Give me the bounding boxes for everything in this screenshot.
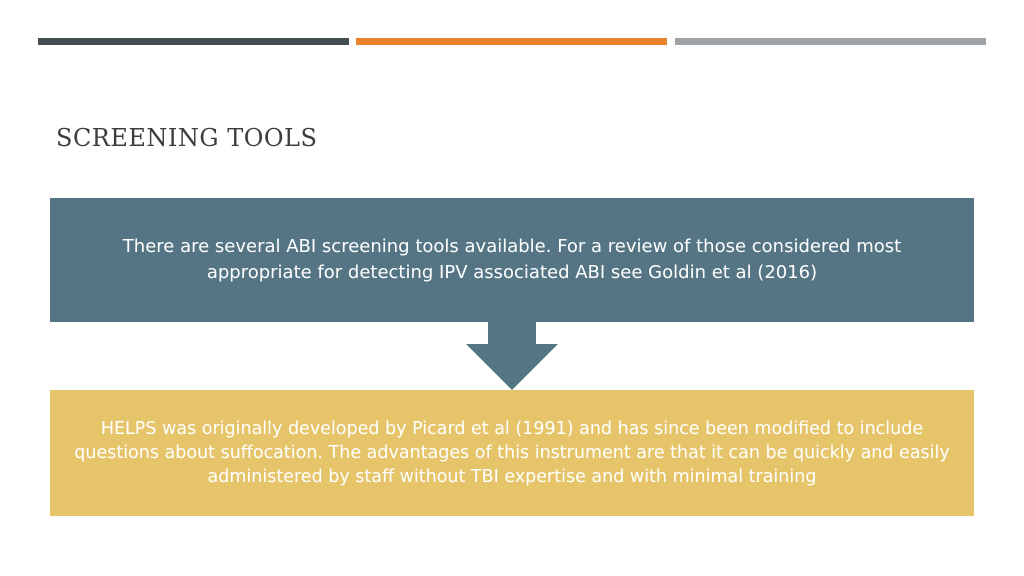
- top-box-text: There are several ABI screening tools available. For a review of those considered most appropriate for detecting IPV associated ABI see Goldin et al (2016): [122, 236, 902, 283]
- slide-title: SCREENING TOOLS: [56, 124, 318, 152]
- accent-bar-orange: [356, 38, 667, 45]
- accent-bar-dark: [38, 38, 349, 45]
- down-arrow-shape: [466, 322, 558, 390]
- down-arrow-icon: [466, 322, 558, 390]
- accent-bar-gray: [675, 38, 986, 45]
- bottom-box-text: HELPS was originally developed by Picard et al (1991) and has since been modified to include questions about suffocation. The advantages of this instrument are that it can be quickly and easily administered by staff without TBI expertise and with minimal training: [74, 419, 950, 487]
- bottom-text-box: [50, 390, 974, 516]
- top-text-box: [50, 198, 974, 322]
